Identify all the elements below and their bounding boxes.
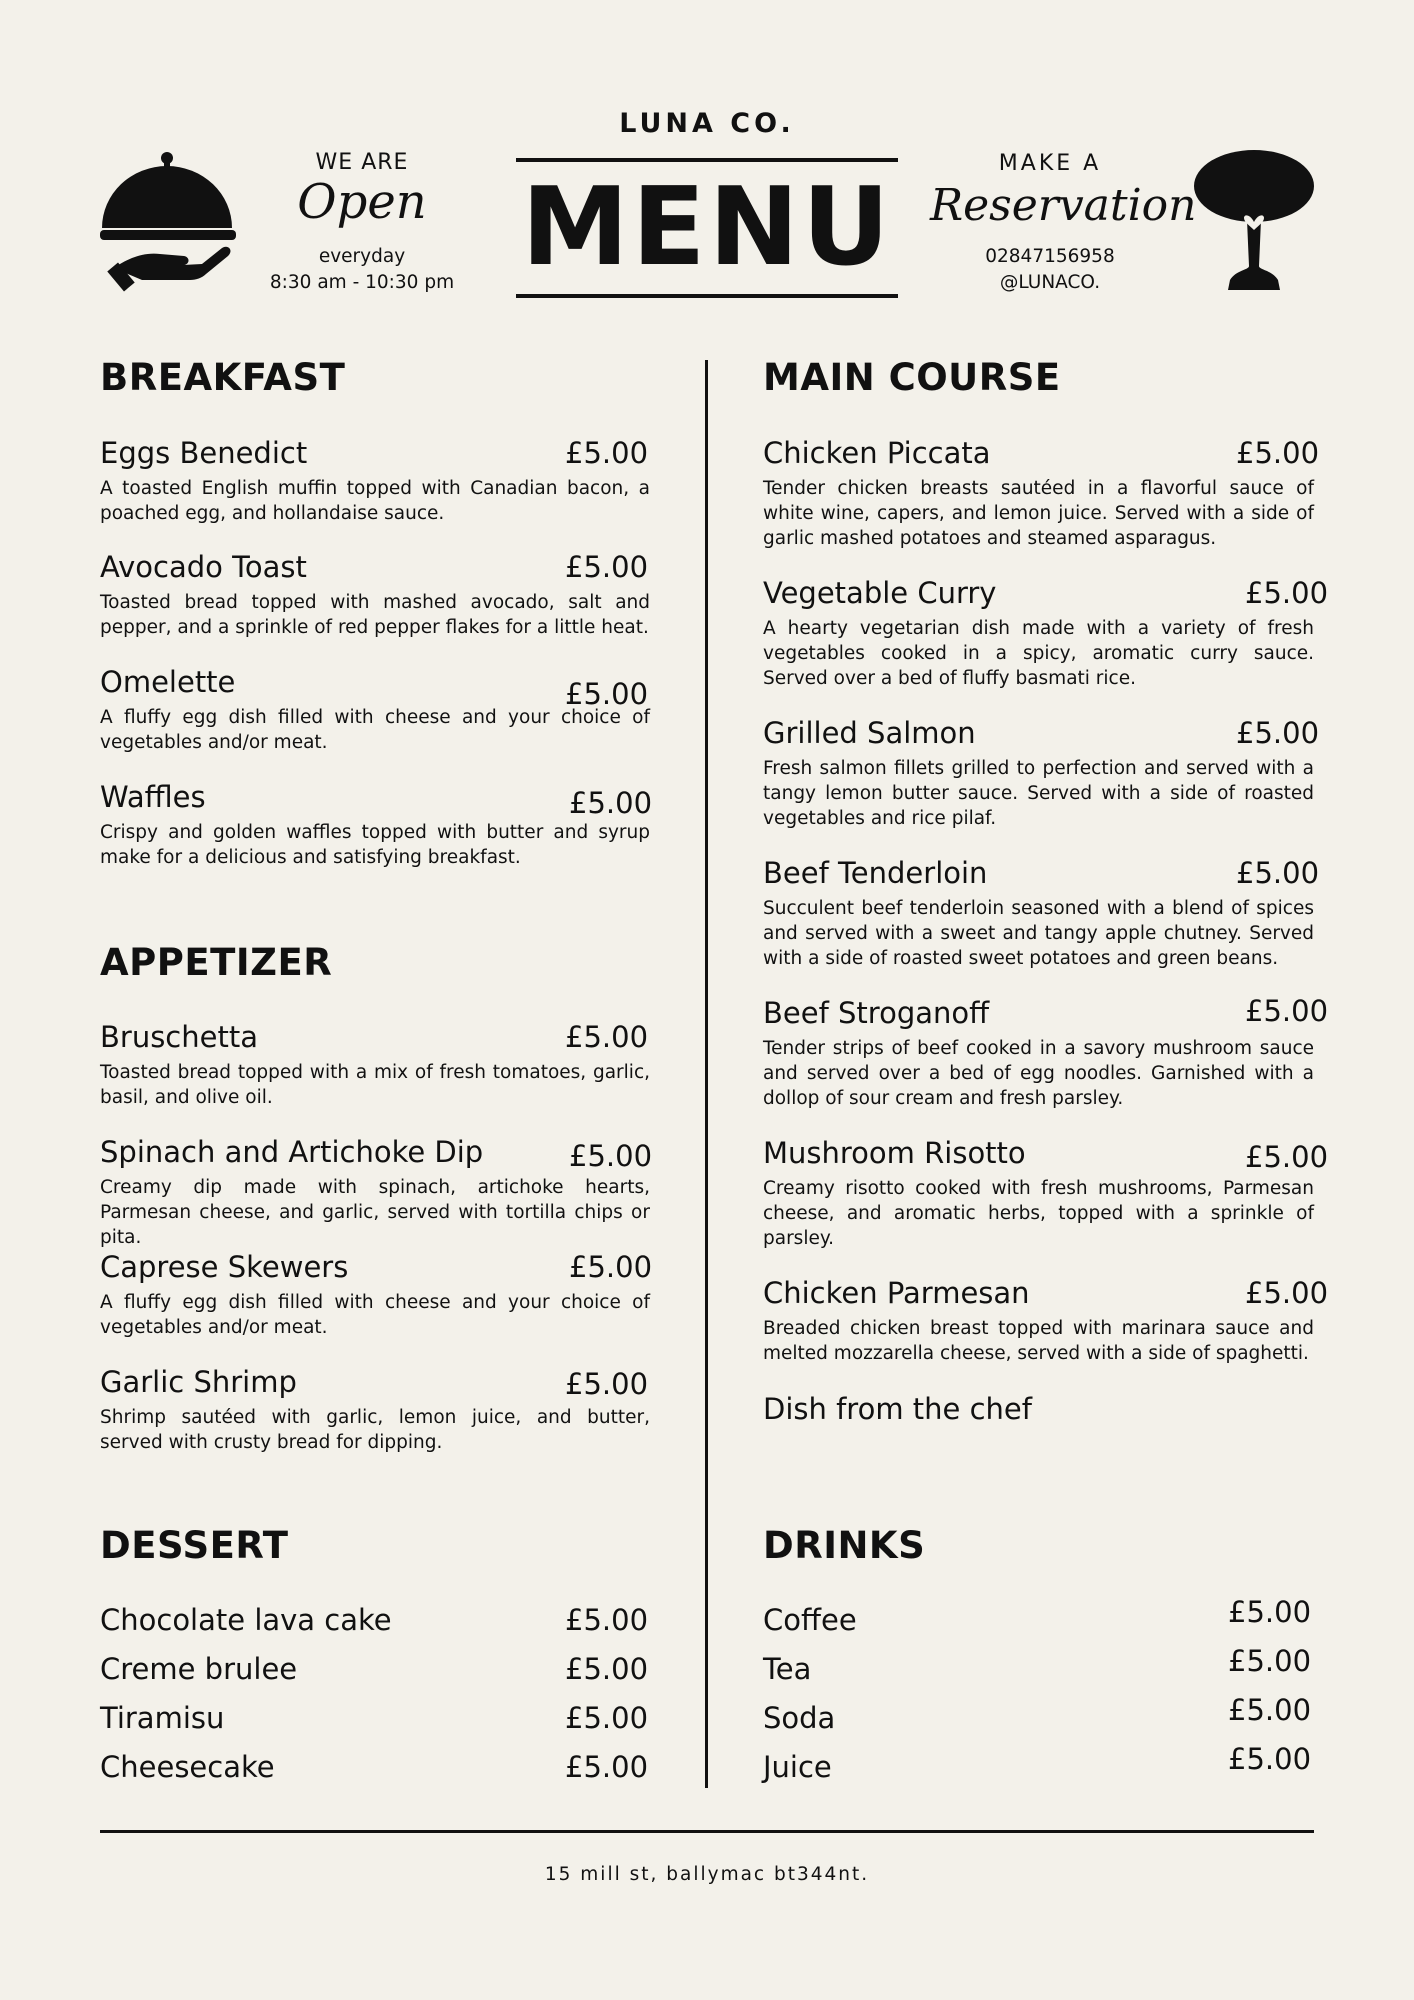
- section-title-main-course: MAIN COURSE: [763, 356, 1061, 399]
- section-title-drinks: DRINKS: [763, 1524, 926, 1567]
- item-price: £5.00: [1236, 856, 1320, 890]
- menu-item-caprese-skewers: [100, 1250, 653, 1340]
- item-price: £5.00: [1245, 994, 1329, 1028]
- item-name: Avocado Toast: [100, 550, 307, 584]
- footer-rule: [100, 1830, 1314, 1833]
- item-price: £5.00: [565, 550, 649, 584]
- title-rule-top: [516, 158, 898, 162]
- item-name: Vegetable Curry: [763, 576, 997, 610]
- menu-item-coffee: [763, 1595, 1314, 1643]
- item-name: Mushroom Risotto: [763, 1136, 1026, 1170]
- reserve-phone[interactable]: 02847156958: [985, 246, 1115, 267]
- item-name: Juice: [763, 1750, 832, 1784]
- chef-dish-label: Dish from the chef: [763, 1392, 1032, 1426]
- item-price: £5.00: [1245, 1276, 1329, 1310]
- cloche-icon: [98, 150, 238, 292]
- item-price: £5.00: [1228, 1644, 1312, 1678]
- menu-item-soda: [763, 1693, 1314, 1741]
- item-name: Eggs Benedict: [100, 436, 308, 470]
- item-name: Tea: [763, 1652, 812, 1686]
- open-days: everyday: [318, 246, 406, 267]
- item-price: £5.00: [1228, 1595, 1312, 1629]
- open-script: Open: [297, 174, 427, 230]
- item-description: Crispy and golden waffles topped with butter and syrup make for a delicious and satisfying breakfast.: [100, 822, 650, 868]
- brand-name: LUNA CO.: [619, 108, 795, 139]
- title-rule-bottom: [516, 294, 898, 298]
- menu-item-garlic-shrimp: [100, 1365, 650, 1455]
- menu-item-beef-stroganoff: [763, 994, 1329, 1111]
- item-price: £5.00: [569, 1139, 653, 1173]
- menu-item-beef-tenderloin: [763, 856, 1320, 971]
- item-description: A toasted English muffin topped with Canadian bacon, a poached egg, and hollandaise sauce.: [100, 478, 650, 524]
- table-icon: [1192, 150, 1316, 292]
- item-price: £5.00: [1245, 1140, 1329, 1174]
- menu-item-omelette: [100, 665, 650, 755]
- item-name: Soda: [763, 1701, 836, 1735]
- item-name: Chocolate lava cake: [100, 1603, 392, 1637]
- menu-item-spinach-artichoke-dip: [100, 1135, 653, 1250]
- menu-item-grilled-salmon: [763, 716, 1320, 831]
- item-description: Succulent beef tenderloin seasoned with a blend of spices and served with a sweet and tangy apple chutney. Served with a side of roasted sweet potatoes and green beans.: [763, 898, 1314, 969]
- menu-item-tea: [763, 1644, 1314, 1692]
- item-name: Bruschetta: [100, 1020, 258, 1054]
- item-price: £5.00: [565, 677, 649, 711]
- item-name: Omelette: [100, 665, 236, 699]
- item-price: £5.00: [565, 436, 649, 470]
- item-name: Waffles: [100, 780, 206, 814]
- menu-item-mushroom-risotto: [763, 1136, 1329, 1251]
- item-price: £5.00: [569, 786, 653, 820]
- menu-item-juice: [763, 1742, 1314, 1790]
- item-description: Shrimp sautéed with garlic, lemon juice, and butter, served with crusty bread for dipping.: [100, 1407, 650, 1453]
- section-title-dessert: DESSERT: [100, 1524, 289, 1567]
- item-name: Beef Tenderloin: [763, 856, 988, 890]
- item-price: £5.00: [565, 1603, 649, 1637]
- item-price: £5.00: [565, 1367, 649, 1401]
- item-description: Creamy risotto cooked with fresh mushrooms, Parmesan cheese, and aromatic herbs, topped with a sprinkle of parsley.: [763, 1178, 1314, 1249]
- open-top: WE ARE: [315, 150, 409, 175]
- item-name: Tiramisu: [100, 1701, 225, 1735]
- item-description: Creamy dip made with spinach, artichoke hearts, Parmesan cheese, and garlic, served with tortilla chips or pita.: [100, 1177, 650, 1248]
- item-name: Creme brulee: [100, 1652, 298, 1686]
- menu-item-cheesecake: [100, 1750, 650, 1790]
- reserve-script: Reservation: [930, 180, 1197, 231]
- reserve-handle[interactable]: @LUNACO.: [999, 272, 1101, 293]
- menu-item-vegetable-curry: [763, 576, 1329, 691]
- menu-item-chicken-piccata: [763, 436, 1320, 551]
- item-price: £5.00: [569, 1250, 653, 1284]
- item-description: Tender chicken breasts sautéed in a flavorful sauce of white wine, capers, and lemon juice. Served with a side of garlic mashed potatoes and steamed asparagus.: [763, 478, 1314, 549]
- item-price: £5.00: [1236, 716, 1320, 750]
- item-price: £5.00: [565, 1701, 649, 1735]
- item-description: Toasted bread topped with a mix of fresh tomatoes, garlic, basil, and olive oil.: [100, 1062, 650, 1108]
- menu-item-avocado-toast: [100, 550, 650, 640]
- item-description: Fresh salmon fillets grilled to perfection and served with a tangy lemon butter sauce. Served with a side of roasted vegetables and rice pilaf.: [763, 758, 1314, 829]
- section-title-breakfast: BREAKFAST: [100, 356, 346, 399]
- item-price: £5.00: [565, 1020, 649, 1054]
- menu-item-chocolate-lava-cake: [100, 1603, 650, 1643]
- item-price: £5.00: [1228, 1693, 1312, 1727]
- menu-item-creme-brulee: [100, 1652, 650, 1692]
- page-title: MENU: [521, 165, 893, 290]
- menu-item-chicken-parmesan: [763, 1276, 1329, 1366]
- item-name: Spinach and Artichoke Dip: [100, 1135, 484, 1169]
- item-name: Chicken Parmesan: [763, 1276, 1030, 1310]
- item-name: Chicken Piccata: [763, 436, 991, 470]
- item-description: A fluffy egg dish filled with cheese and your choice of vegetables and/or meat.: [100, 1292, 650, 1338]
- item-name: Grilled Salmon: [763, 716, 976, 750]
- item-name: Cheesecake: [100, 1750, 275, 1784]
- item-description: Breaded chicken breast topped with marinara sauce and melted mozzarella cheese, served with a side of spaghetti.: [763, 1318, 1314, 1364]
- section-title-appetizer: APPETIZER: [100, 941, 333, 984]
- item-description: Tender strips of beef cooked in a savory mushroom sauce and served over a bed of egg noodles. Garnished with a dollop of sour cream and fresh parsley.: [763, 1038, 1314, 1109]
- column-divider: [705, 360, 708, 1788]
- menu-item-tiramisu: [100, 1701, 650, 1741]
- item-price: £5.00: [565, 1750, 649, 1784]
- item-name: Caprese Skewers: [100, 1250, 349, 1284]
- item-price: £5.00: [565, 1652, 649, 1686]
- menu-item-bruschetta: [100, 1020, 650, 1110]
- item-name: Beef Stroganoff: [763, 996, 990, 1030]
- menu-item-eggs-benedict: [100, 436, 650, 526]
- open-hours: 8:30 am - 10:30 pm: [269, 272, 455, 293]
- item-price: £5.00: [1236, 436, 1320, 470]
- footer-address: 15 mill st, ballymac bt344nt.: [544, 1864, 870, 1885]
- item-name: Coffee: [763, 1603, 857, 1637]
- menu-item-waffles: [100, 780, 653, 870]
- item-price: £5.00: [1245, 576, 1329, 610]
- reserve-top: MAKE A: [998, 151, 1102, 176]
- item-description: A fluffy egg dish filled with cheese and your choice of vegetables and/or meat.: [100, 707, 650, 753]
- item-description: Toasted bread topped with mashed avocado, salt and pepper, and a sprinkle of red pepper flakes for a little heat.: [100, 592, 650, 638]
- item-name: Garlic Shrimp: [100, 1365, 297, 1399]
- item-price: £5.00: [1228, 1742, 1312, 1776]
- item-description: A hearty vegetarian dish made with a variety of fresh vegetables cooked in a spicy, aromatic curry sauce. Served over a bed of fluffy basmati rice.: [763, 618, 1314, 689]
